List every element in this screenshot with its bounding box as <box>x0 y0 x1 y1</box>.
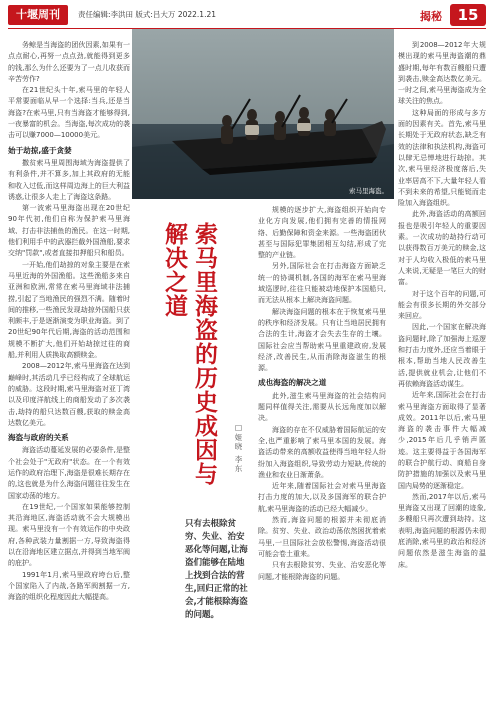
paragraph: 一开始,他们劫掠的对象主要是在索马里近海的外国渔船。这些渔船多来自亚洲和欧洲,常常在索马里海域非法捕捞,引起了当地渔民的强烈不满。随着时间的推移,一些渔民发现劫掠外国船只获利颇丰,于是逐渐演变为职业海盗。到了20世纪90年代后期,海盗的活动范围和规模不断扩大,他们开始劫掠过往的商船,并利用人质换取高额赎金。 <box>8 260 130 360</box>
paragraph: 对于这个百年的问题,可能会有很多长期的外交部分来回应。 <box>398 289 486 321</box>
section-heading: 海盗与政府的关系 <box>8 433 69 443</box>
article-column-1 <box>8 40 130 700</box>
paragraph: 2008—2012年,索马里海盗在达到巅峰时,其活动几乎已经构成了全球航运的威胁。这段时期,索马里海盗对亚丁湾以及印度洋航线上的商船发动了多次袭击,劫持的船只达数百艘,获取的赎金高达数亿美元。 <box>8 362 130 427</box>
paragraph: 1991年1月,索马里政府垮台后,整个国家陷入了内战,各路军阀割据一方,海盗的组织化程度因此大幅提高。 <box>8 570 130 602</box>
article-column-2 <box>258 205 386 700</box>
section-label: 揭秘 <box>420 10 442 23</box>
pirate-boat-image <box>132 29 394 199</box>
section-heading: 成也海盗的解决之道 <box>258 378 327 388</box>
paragraph: 海盗的存在不仅威胁着国际航运的安全,也严重影响了索马里本国的发展。海盗活动带来的高额收益使得当地年轻人纷纷加入海盗组织,导致劳动力短缺,传统的渔业和农业日渐萧条。 <box>258 425 386 479</box>
paragraph: 这种局面的形成与多方面的因素有关。首先,索马里长期处于无政府状态,缺乏有效的法律和执法机构,海盗可以肆无忌惮地进行劫掠。其次,索马里经济极度落后,失业率居高不下,大量年轻人看不到未来的希望,只能铤而走险加入海盗组织。 <box>398 108 486 208</box>
paragraph: 在21世纪头十年,索马里的年轻人平常要面临从早一个选择:当兵,还是当海盗?在索马里,只有当海盗才能够得到,一夜暴富的机会。当海盗,每次成功的袭击可以赚7000—10000美元。 <box>8 86 130 140</box>
paragraph: 近年来,随着国际社会对索马里海盗打击力度的加大,以及多国海军的联合护航,索马里海盗的活动已经大幅减少。 <box>258 482 386 513</box>
newspaper-brand: 十堰周刊 <box>8 5 68 25</box>
section-heading: 始于劫掠,盛于贪婪 <box>8 145 72 155</box>
pirates-photo <box>132 29 394 199</box>
paragraph: 务鲸是当海盗的团伙因素,如果有一点点耐心,再努一点点劲,就能得到更多的钱,那么为什么还要为了一点儿收获而辛苦劳作? <box>8 41 130 83</box>
paragraph: 规模的逐步扩大,海盗组织开始向专业化方向发展,他们拥有完善的情报网络、后勤保障和资金来源。一些海盗团伙甚至与国际犯罪集团相互勾结,形成了完整的产业链。 <box>258 206 386 260</box>
paragraph: 此外,海盗活动的高额回报也是吸引年轻人的重要因素。一次成功的劫持行动可以获得数百万美元的赎金,这对于人均收入极低的索马里人来说,无疑是一笔巨大的财富。 <box>398 210 486 287</box>
page-number: 15 <box>450 4 486 26</box>
paragraph: 海盗活动蔓延发展的必要条件,是整个社会处于"无政府"状态。在一个有效运作的政府治理下,海盗是很难长期存在的,这也就是为什么海盗问题往往发生在国家动荡的地方。 <box>8 446 130 500</box>
paragraph: 因此,一个国家在解决海盗问题时,除了加强海上巡逻和打击力度外,还应当着眼于根本,帮助当地人民改善生活,提供就业机会,让他们不再依赖海盗活动谋生。 <box>398 323 486 388</box>
pull-quote: 只有去根除贫穷、失业、治安恶化等问题,让海盗们能够在陆地上找到合法的营生,回归正常的社会,才能根除海盗的问题。 <box>185 519 248 620</box>
article-title: 索马里海盗的历史成因与解决之道 <box>161 222 218 486</box>
paragraph: 只有去根除贫穷、失业、治安恶化等问题,才能根除海盗的问题。 <box>258 561 386 581</box>
photo-caption: 索马里海盗。 <box>349 187 388 195</box>
article-byline: □姬晓 李东 <box>234 423 243 474</box>
paragraph: 另外,国际社会在打击海盗方面缺乏统一的协调机制,各国的海军在索马里海域巡逻时,往往只能被动地保护本国船只,而无法从根本上解决海盗问题。 <box>258 262 386 305</box>
paragraph: 解决海盗问题的根本在于恢复索马里的秩序和经济发展。只有让当地居民拥有合法的生计,海盗才会失去生存的土壤。国际社会应当帮助索马里重建政府,发展经济,改善民生,从而消除海盗滋生的根源。 <box>258 307 386 373</box>
paragraph: 在19世纪,一个国家如果能够控制其沿海地区,海盗活动就不会大规模出现。索马里没有一个有效运作的中央政府,各种武装力量割据一方,导致海盗得以在沿海地区建立据点,并得到当地军阀的庇护。 <box>8 502 130 568</box>
paragraph: 然而,2017年以后,索马里海盗又出现了回潮的迹象,多艘船只再次遭到劫持。这表明,海盗问题的根源仍未彻底消除,索马里的政治和经济问题依然是滋生海盗的温床。 <box>398 492 486 569</box>
paragraph: 到2008—2012年大规模出现的索马里海盗潮的鼎盛时期,每年有数百艘船只遭到袭击,赎金高达数亿美元。一时之间,索马里海盗成为全球关注的焦点。 <box>398 41 486 106</box>
paragraph: 撒贫索马里周围海域为海盗提供了有利条件,并不算多,加上其政府的无能和收入过低,而这样周边海上的巨大利益诱惑,让很多人走上了海盗这条路。 <box>8 158 130 201</box>
paragraph: 此外,滋生索马里海盗的社会结构问题同样值得关注,需要从长远角度加以解决。 <box>258 391 386 423</box>
editor-meta: 责任编辑:李洪田 版式:吕大万 2022.1.21 <box>78 10 216 19</box>
article-column-4 <box>398 40 486 700</box>
paragraph: 然而,海盗问题的根源并未彻底消除。贫穷、失业、政治动荡依然困扰着索马里,一旦国际社会放松警惕,海盗活动很可能会卷土重来。 <box>258 516 386 558</box>
paragraph: 近年来,国际社会在打击索马里海盗方面取得了显著成效。2011年以后,索马里海盗的袭击事件大幅减少,2015年后几乎销声匿迹。这主要得益于各国海军的联合护航行动、商船自身防护措施的加强以及索马里国内局势的逐渐稳定。 <box>398 391 486 490</box>
page-header <box>0 0 492 30</box>
paragraph: 第一波索马里海盗出现在20世纪90年代初,他们自称为保护索马里海域、打击非法捕鱼的渔民。在这一时期,他们利用手中的武器拦截外国渔船,要求交纳"罚款",或者直接扣押船只和船员。 <box>8 204 130 258</box>
